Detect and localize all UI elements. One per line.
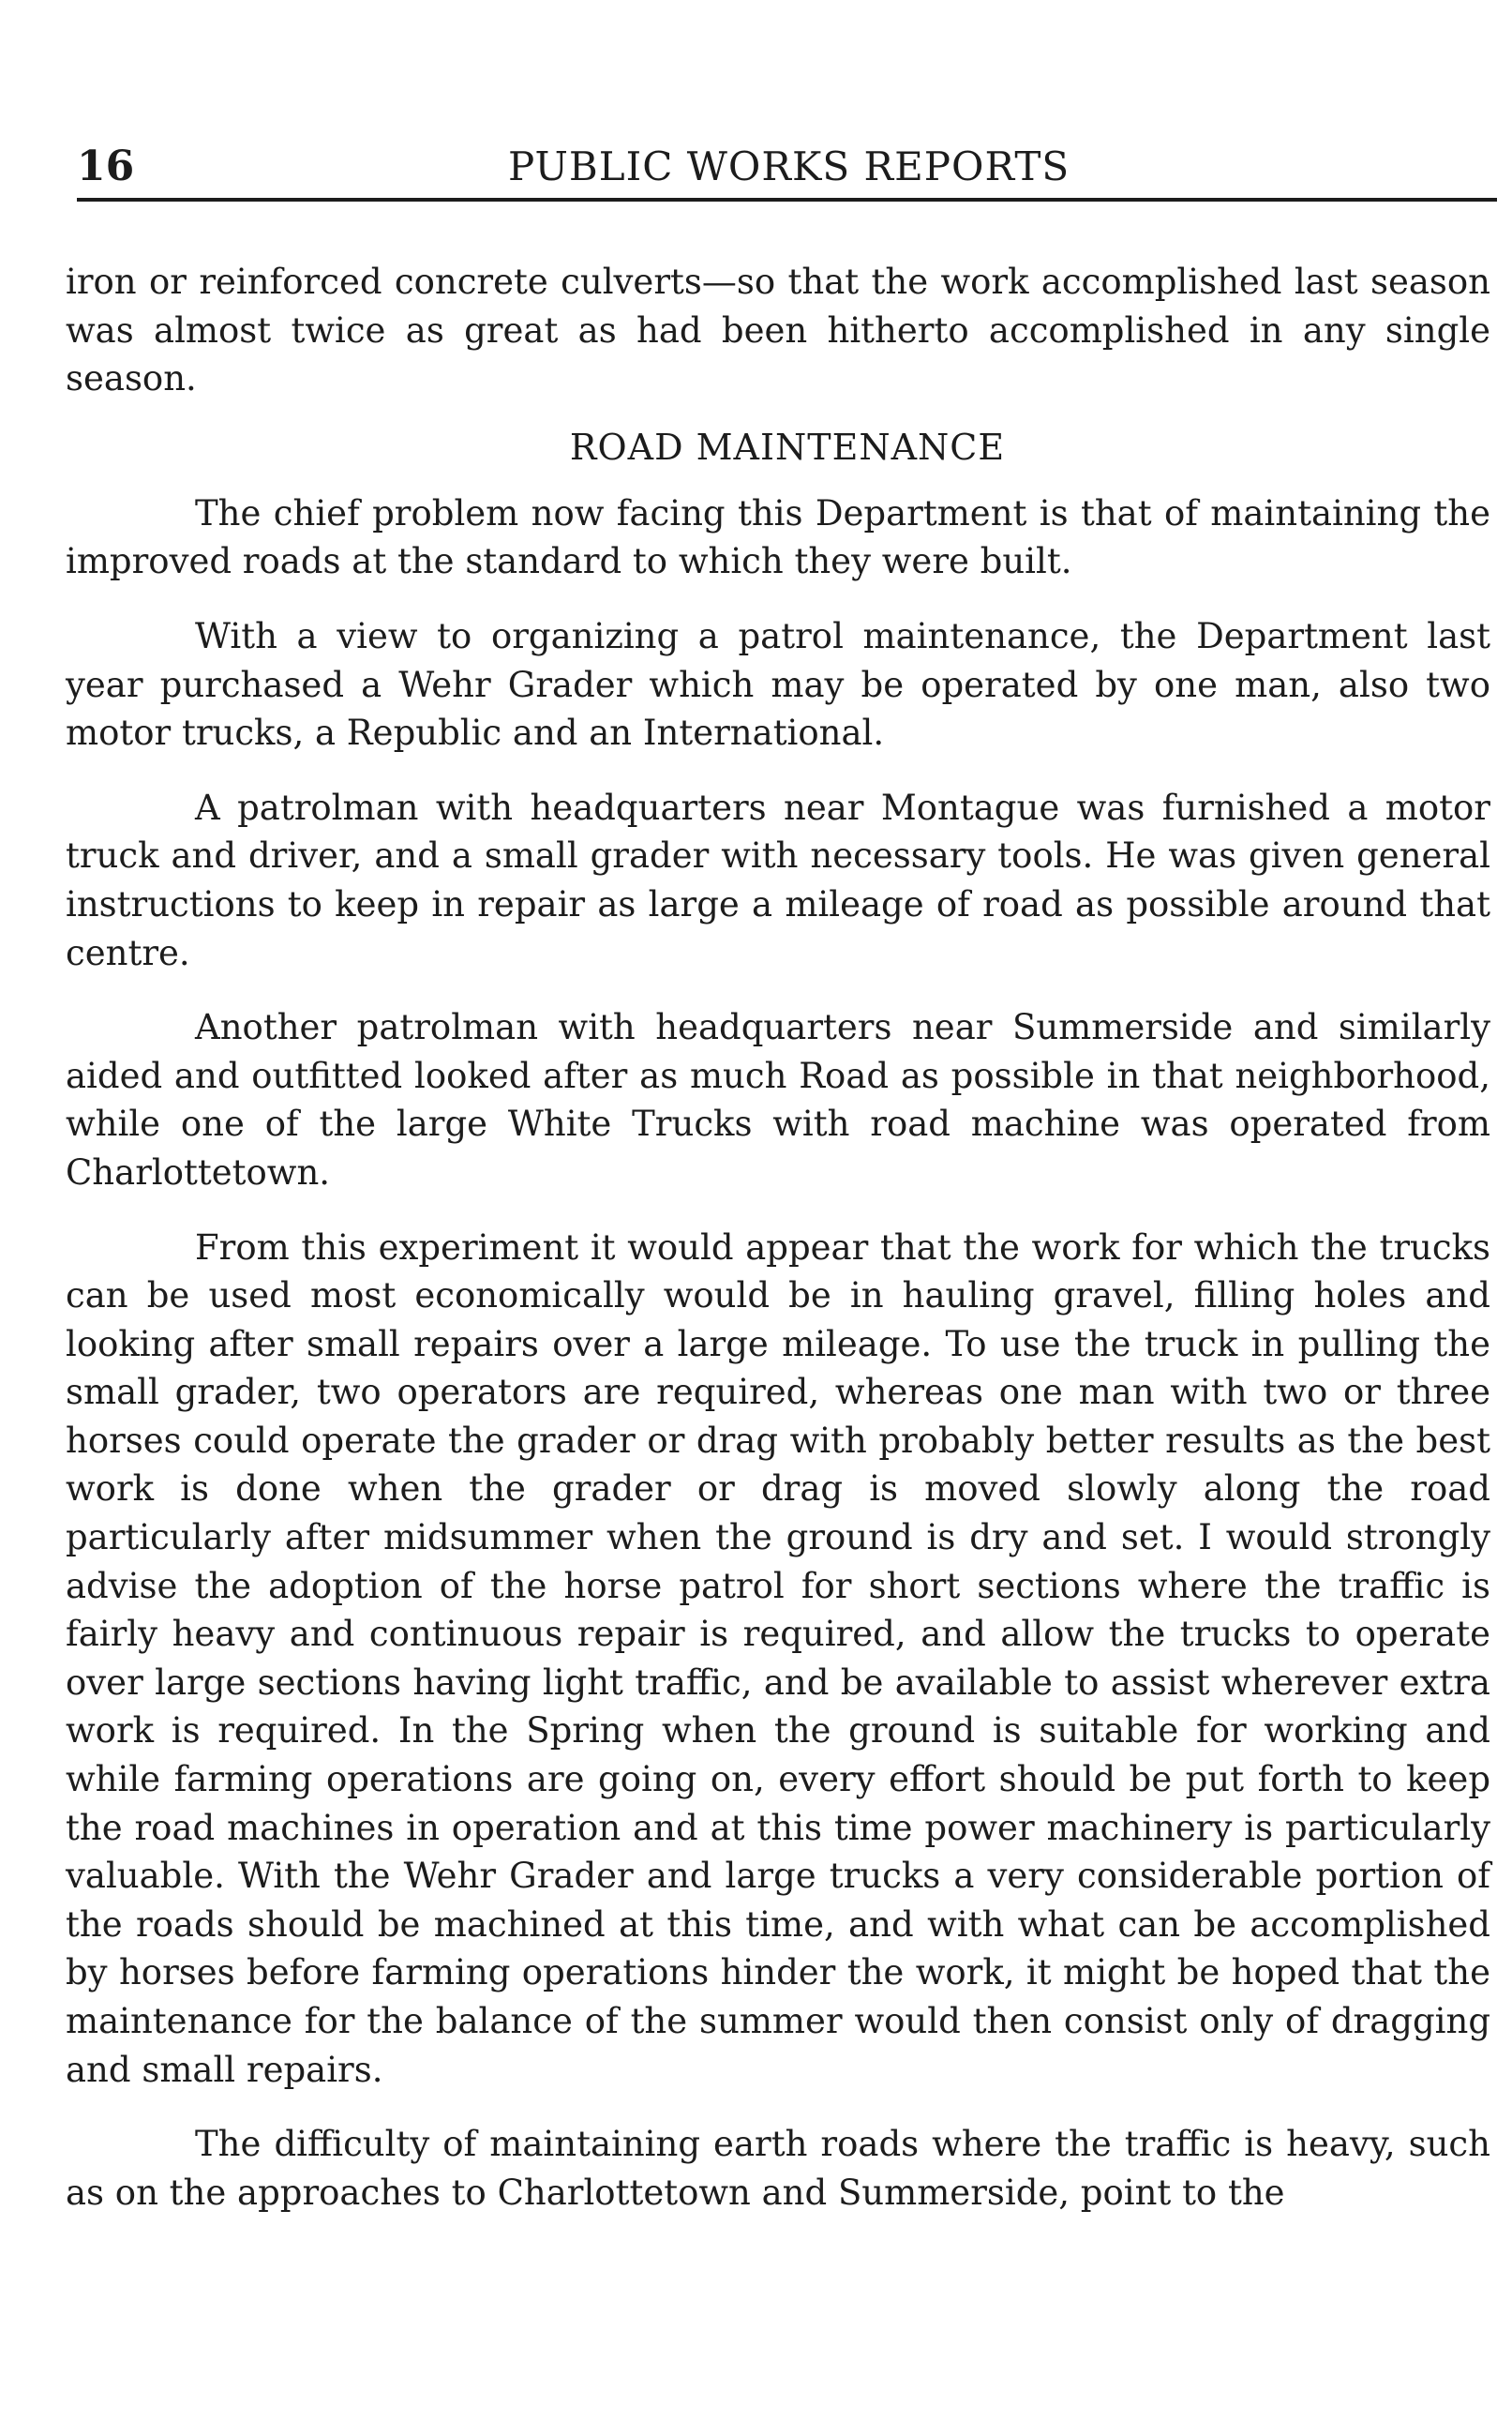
paragraph: The difficulty of maintaining earth roads where the traffic is heavy, such as on the approaches to Charlottetown and Summerside, point to the [66,2124,1490,2213]
paragraph: The chief problem now facing this Department is that of maintaining the improved roads at the standard to which they were built. [66,492,1490,582]
section-heading: ROAD MAINTENANCE [569,426,1006,468]
header-rule [77,198,1497,202]
paragraph-continued: iron or reinforced concrete culverts—so that the work accomplished last season was almost twice as great as had been hitherto accomplished in any single season. [66,262,1490,399]
paragraph: From this experiment it would appear that the work for which the trucks can be used most economically would be in hauling gravel, filling holes and looking after small repairs over a large mileage. To use the truck in pulling the small grader, two operators are required, whereas one man with two or three horses could operate the grader or drag with probably better results as the best work is done when the grader or drag is moved slowly along the road particularly after midsummer when the ground is dry and set. I would strongly advise the adoption of the horse patrol for short sections where the traffic is fairly heavy and continuous repair is required, and allow the trucks to operate over large sections having light traffic, and be available to assist wherever extra work is required. In the Spring when the ground is suitable for working and while farming operations are going on, every effort should be put forth to keep the road machines in operation and at this time power machinery is particularly valuable. With the Wehr Grader and large trucks a very considerable portion of the roads should be machined at this time, and with what can be accomplished by horses before farming operations hinder the work, it might be hoped that the maintenance for the balance of the summer would then consist only of dragging and small repairs. [66,1226,1490,2090]
running-head: PUBLIC WORKS REPORTS [508,143,1070,189]
page-header [77,139,1497,195]
paragraph: With a view to organizing a patrol maintenance, the Department last year purchased a Wehr Grader which may be operated by one man, also two motor trucks, a Republic and an International. [66,615,1490,754]
paragraph: A patrolman with headquarters near Montague was furnished a motor truck and driver, and a small grader with necessary tools. He was given general instructions to keep in repair as large a mileage of road as possible around that centre. [66,787,1490,973]
page-body [66,258,1490,2217]
page-number: 16 [77,143,135,190]
paragraph: Another patrolman with headquarters near Summerside and similarly aided and outfitted looked after as much Road as possible in that neighborhood, while one of the large White Trucks with road machine was operated from Charlottetown. [66,1007,1490,1193]
